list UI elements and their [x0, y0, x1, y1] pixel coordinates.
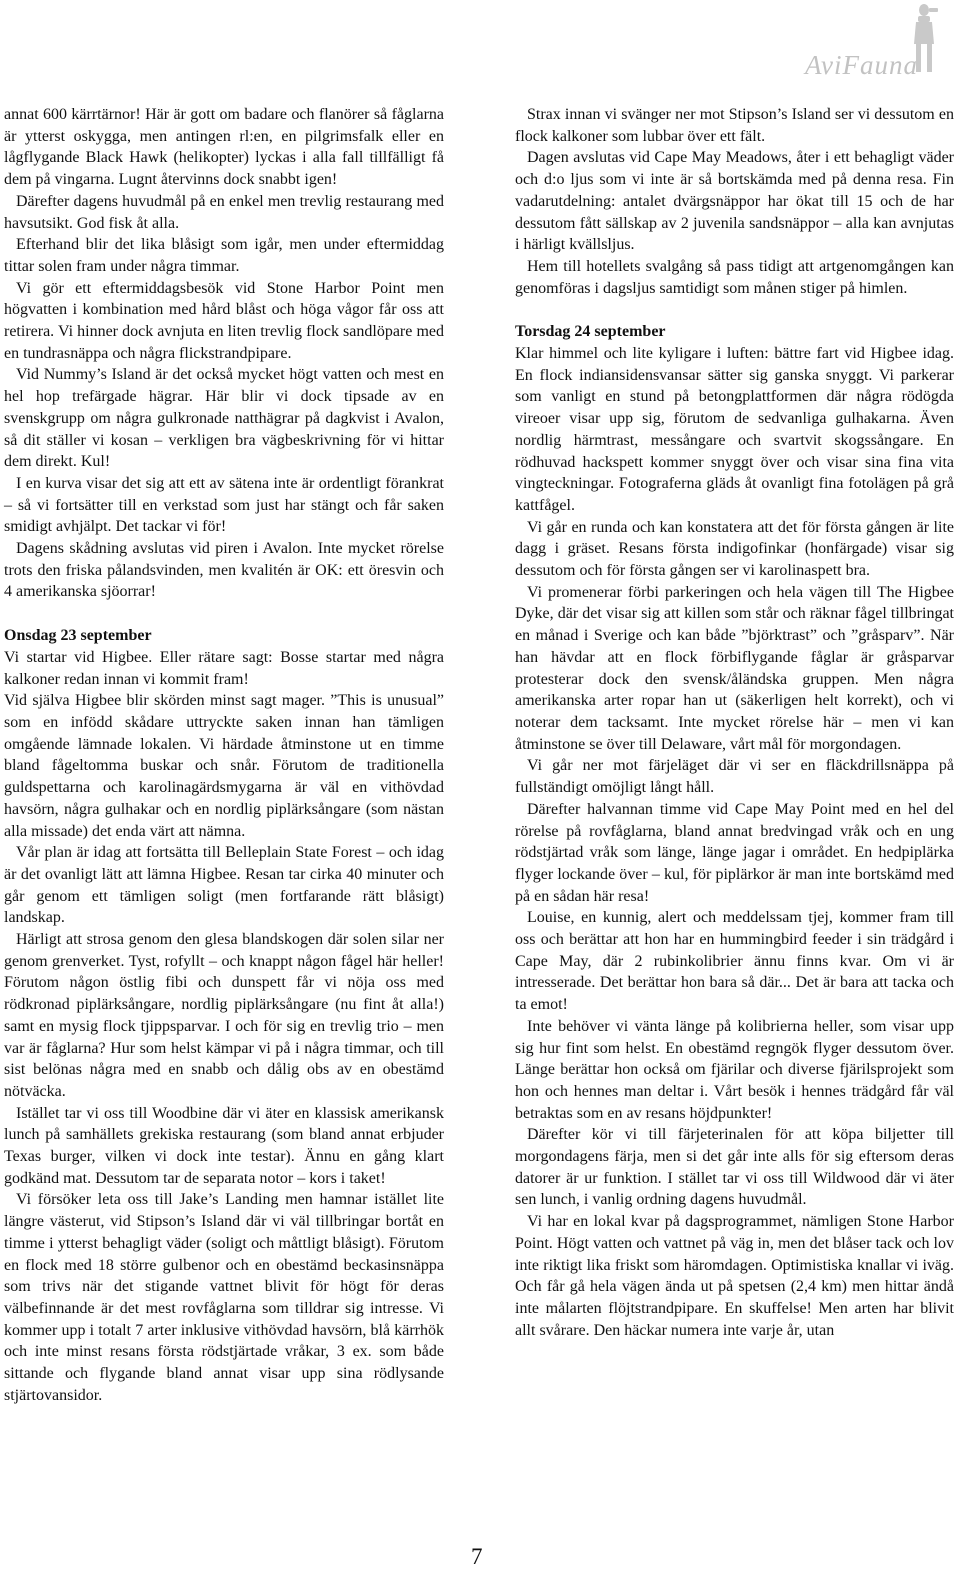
- logo-wordmark: AviFauna: [805, 50, 918, 80]
- paragraph: Vi gör ett eftermiddagsbesök vid Stone Harbor Point men högvatten i kombination med hård blåst och höga vågor får oss att retirera. Vi hinner dock avnjuta en liten trevlig flock sandlöpare med en tundrasnäppa och några flickstrandpipare.: [4, 279, 444, 362]
- paragraph: Hem till hotellets svalgång så pass tidigt att artgenomgången kan genomföras i dagsljus samtidigt som månen stiger på himlen.: [515, 257, 954, 297]
- paragraph: Vi försöker leta oss till Jake’s Landing men hamnar istället lite längre västerut, vid Stipson’s Island där vi väl tillbringar bortåt en timme i ytterst behagligt väder (soligt och måttligt blåsigt). Förutom en flock med 18 större gulbenor och en obestämd beckasinsnäppa som trivs när det stigande vattnet blivit för högt för deras välbefinnande är det mest rovfåglarna som tilldrar sig intresse. Vi kommer upp i totalt 7 arter inklusive vithövdad havsörn, blå kärrhök och inte minst resans första rödstjärtade vråkar, 3 ex. som både sittande och flygande bland annat visar upp sina rödlysande stjärtovansidor.: [4, 1191, 444, 1404]
- paragraph: Vi har en lokal kvar på dagsprogrammet, nämligen Stone Harbor Point. Högt vatten och vattnet på väg in, men det blåser tack och lov inte riktigt lika friskt som häromdagen. Optimistiska knallar vi iväg. Och får gå hela vägen ända ut på spetsen (2,4 km) men hittar ändå inte målarten flöjtstrandpipare. En skuffelse! Men arten har blivit allt svårare. Den häckar numera inte varje år, utan: [515, 1213, 954, 1339]
- paragraph: Strax innan vi svänger ner mot Stipson’s Island ser vi dessutom en flock kalkoner som lubbar över ett fält.: [515, 106, 954, 145]
- section-heading: Torsdag 24 september: [515, 323, 666, 341]
- paragraph: Vi promenerar förbi parkeringen och hela vägen till The Higbee Dyke, där det visar sig att killen som står och räknar fågel tillbringat en månad i Sverige och kan både ”björktrast” och ”gråsparv”. När han hävdar att en flock förbiflygande fåglar är gråsparvar protesterar dock den svensk/åländska gruppen. Men några amerikanska arter ropar han ut (säkerligen helt korrekt), och vi noterar dem tacksamt. Inte mycket rörelse här – men vi kan åtminstone se över till Delaware, vårt mål för morgondagen.: [515, 583, 954, 753]
- paragraph: Efterhand blir det lika blåsigt som igår, men under eftermiddag tittar solen fram under några timmar.: [4, 236, 444, 275]
- section-spacer: [515, 299, 954, 321]
- paragraph: Härligt att strosa genom den glesa blandskogen där solen silar ner genom grenverket. Tyst, rofyllt – och knappt någon fågel här heller! Förutom någon östlig fibi och dunspett får vi nöja oss med rödkronad piplärksångare, nordlig piplärksångare (nu fint åt alla!) samt en mysig flock tjippsparvar. I och för sig en trevlig trio – men var är fåglarna? Hur som helst kämpar vi på i några timmar, och till sist belönas några med en snabb och dålig obs av en obestämd nötväcka.: [4, 931, 444, 1100]
- avifauna-logo: [772, 2, 952, 80]
- right-column: [515, 104, 954, 1341]
- paragraph: Vi startar vid Higbee. Eller rätare sagt: Bosse startar med några kalkoner redan innan vi kommit fram!: [4, 648, 444, 688]
- paragraph: Dagens skådning avslutas vid piren i Avalon. Inte mycket rörelse trots den friska pålandsvinden, men kvalitén är OK: ett öresvin och 4 amerikanska sjöorrar!: [4, 540, 444, 601]
- section-spacer: [4, 603, 444, 625]
- paragraph: Därefter kör vi till färjeterinalen för att köpa biljetter till morgondagens färja, men si det går inte alls för sig eftersom deras datorer är ur funktion. I stället tar vi oss till Wildwood där vi äter sen lunch, i vanlig ordning dagens huvudmål.: [515, 1126, 954, 1209]
- left-column: [4, 104, 444, 1406]
- paragraph: Vår plan är idag att fortsätta till Belleplain State Forest – och idag är det ovanligt lätt att lämna Higbee. Resan tar cirka 40 minuter och går genom ett tämligen soligt (men fortfarande rätt blåsigt) landskap.: [4, 844, 444, 927]
- paragraph: Klar himmel och lite kyligare i luften: bättre fart vid Higbee idag. En flock indiansidensvansar sätter sig ganska snyggt. Vi parkerar som vanligt en stund på betongplattformen där några rödögda vireoer visar upp sig, förutom de sedvanliga gulhakarna. Även nordlig härmtrast, messångare och svartvit skogssångare. En rödhuvad hackspett kommer snyggt över och visar sina fina vita vingteckningar. Fotograferna gläds åt ovanligt fina fotolägen på grå kattfågel.: [515, 345, 954, 514]
- paragraph: Dagen avslutas vid Cape May Meadows, åter i ett behagligt väder och d:o ljus som vi inte är så bortskämda med på denna resa. Fin vadarutdelning: antalet dvärgsnäppor har ökat till 15 och de har dessutom fått sällskap av 2 juvenila sandsnäppor – alla kan avnjutas i härligt kvällsljus.: [515, 149, 954, 254]
- paragraph: Därefter dagens huvudmål på en enkel men trevlig restaurang med havsutsikt. God fisk åt alla.: [4, 192, 444, 232]
- paragraph: Istället tar vi oss till Woodbine där vi äter en klassisk amerikansk lunch på samhällets grekiska restaurang (som bland annat erbjuder Texas burger, vilken vi dock inte testar). Ännu en gång klart godkänd mat. Dessutom tar de separata notor – kors i taket!: [4, 1104, 444, 1187]
- paragraph: annat 600 kärrtärnor! Här är gott om badare och flanörer så fåglarna är ytterst oskygga, men antingen rl:en, en pilgrimsfalk eller en lågflygande Black Hawk (helikopter) lyckas i alla fall tillfälligt få dem på vingarna. Lugnt återvinns dock snabbt igen!: [4, 106, 444, 189]
- paragraph: Louise, en kunnig, alert och meddelssam tjej, kommer fram till oss och berättar att hon har en hummingbird feeder i sin trädgård i Cape May, där 2 rubinkolibrier ännu finns kvar. Om vi är intresserade. Det berättar hon bara så där... Det är bara att tacka och ta emot!: [515, 909, 954, 1014]
- paragraph: I en kurva visar det sig att ett av sätena inte är ordentligt förankrat – så vi fortsätter till en verkstad som just har stängt och får saken smidigt avhjälpt. Det tackar vi för!: [4, 474, 444, 536]
- paragraph: Vi går ner mot färjeläget där vi ser en fläckdrillsnäppa på fullständigt omöjligt långt håll.: [515, 757, 954, 797]
- paragraph: Därefter halvannan timme vid Cape May Point med en hel del rörelse på rovfåglarna, bland annat bredvingad vråk och en ung rödstjärtad vråk som länge, länge jagar i området. En hedpiplärka flyger lockande över – kul, för piplärkor är man inte bortskämd med på en sådan här resa!: [515, 800, 954, 905]
- paragraph: Vi går en runda och kan konstatera att det för första gången är lite dagg i gräset. Resans första indigofinkar (honfärgade) visar sig dessutom och för första gången ser vi karolinaspett bra.: [515, 518, 954, 580]
- section-heading: Onsdag 23 september: [4, 627, 152, 645]
- paragraph: Inte behöver vi vänta länge på kolibrierna heller, som visar upp sig hur fint som helst. En obestämd regngök flyger dessutom över. Länge berättar hon också om fjärilar och diverse fjärilsprojekt som hon och hennes man deltar i. Vårt besök i hennes trädgård får väl betraktas som en av resans höjdpunkter!: [515, 1017, 954, 1122]
- page-number: 7: [471, 1544, 483, 1569]
- paragraph: Vid själva Higbee blir skörden minst sagt mager. ”This is unusual” som en infödd skådare uttryckte saken innan han tämligen omgående lämnade lokalen. Vi härdade åtminstone ut en timme bland fågeltomma buskar och snår. Förutom de traditionella guldspettarna och karolinagärdsmygarna är väl en vithövdad havsörn, några gulhakar och en nordlig piplärksångare (som nästan alla missade) det enda värt att nämna.: [4, 692, 444, 840]
- paragraph: Vid Nummy’s Island är det också mycket högt vatten och mest en hel hop trefärgade hägrar. Här blir vi dock tipsade av en svenskgrupp om några gulkronade natthägrar på dagkvist i Avalon, så dit ställer vi kosan – verkligen bra vägbeskrivning för vi hittar dem direkt. Kul!: [4, 366, 444, 471]
